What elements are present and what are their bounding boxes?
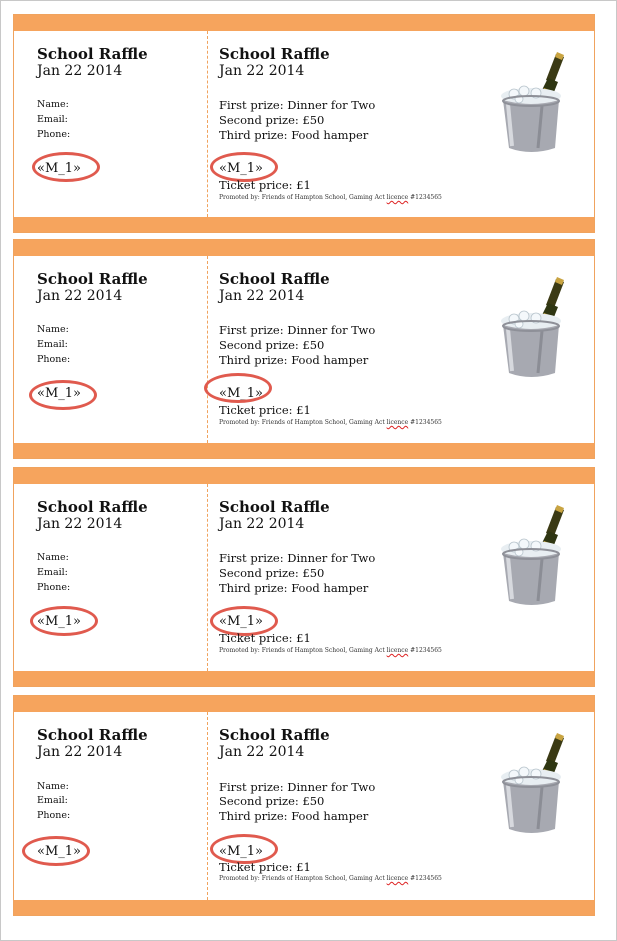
stub-name-label: Name: (37, 324, 69, 335)
stub-name-label: Name: (37, 99, 69, 110)
third-prize: Third prize: Food hamper (219, 581, 369, 595)
stub-phone-label: Phone: (37, 129, 71, 140)
ticket-highlight-oval (204, 373, 272, 403)
stub-phone-label: Phone: (37, 354, 71, 365)
ticket-title: School Raffle (219, 726, 330, 744)
promoter-line: Promoted by: Friends of Hampton School, Gaming Act licence #1234565 (219, 194, 442, 201)
ticket-merge-field[interactable]: «M_1» (219, 386, 263, 401)
stub-title: School Raffle (37, 45, 148, 63)
ticket-merge-field[interactable]: «M_1» (219, 161, 263, 176)
promoter-line: Promoted by: Friends of Hampton School, Gaming Act licence #1234565 (219, 647, 442, 654)
ticket-bottom-bar (14, 217, 594, 232)
raffle-ticket (13, 239, 595, 459)
second-prize: Second prize: £50 (219, 566, 325, 580)
ticket-date: Jan 22 2014 (219, 63, 305, 79)
champagne-bucket-icon (498, 275, 568, 385)
ticket-title: School Raffle (219, 270, 330, 288)
stub-title: School Raffle (37, 498, 148, 516)
first-prize: First prize: Dinner for Two (219, 551, 376, 565)
stub-highlight-oval (22, 836, 90, 866)
stub-phone-label: Phone: (37, 810, 71, 821)
stub-email-label: Email: (37, 114, 68, 125)
stub-name-label: Name: (37, 781, 69, 792)
stub-merge-field[interactable]: «M_1» (37, 614, 81, 629)
champagne-bucket-icon (498, 50, 568, 160)
ticket-date: Jan 22 2014 (219, 744, 305, 760)
tear-line (207, 31, 208, 217)
stub-highlight-oval (32, 152, 100, 182)
raffle-ticket (13, 695, 595, 916)
ticket-price: Ticket price: £1 (219, 403, 311, 417)
tear-line (207, 484, 208, 671)
stub-date: Jan 22 2014 (37, 63, 123, 79)
ticket-price: Ticket price: £1 (219, 631, 311, 645)
ticket-date: Jan 22 2014 (219, 288, 305, 304)
ticket-price: Ticket price: £1 (219, 860, 311, 874)
stub-merge-field[interactable]: «M_1» (37, 161, 81, 176)
ticket-merge-field[interactable]: «M_1» (219, 614, 263, 629)
second-prize: Second prize: £50 (219, 113, 325, 127)
promoter-line: Promoted by: Friends of Hampton School, Gaming Act licence #1234565 (219, 875, 442, 882)
ticket-bottom-bar (14, 443, 594, 458)
promoter-line: Promoted by: Friends of Hampton School, Gaming Act licence #1234565 (219, 419, 442, 426)
first-prize: First prize: Dinner for Two (219, 98, 376, 112)
stub-phone-label: Phone: (37, 582, 71, 593)
second-prize: Second prize: £50 (219, 794, 325, 808)
raffle-ticket (13, 14, 595, 233)
champagne-bucket-icon (498, 731, 568, 841)
ticket-top-bar (14, 696, 594, 712)
stub-name-label: Name: (37, 552, 69, 563)
second-prize: Second prize: £50 (219, 338, 325, 352)
ticket-price: Ticket price: £1 (219, 178, 311, 192)
ticket-top-bar (14, 240, 594, 256)
ticket-title: School Raffle (219, 45, 330, 63)
raffle-ticket (13, 467, 595, 687)
stub-date: Jan 22 2014 (37, 516, 123, 532)
ticket-title: School Raffle (219, 498, 330, 516)
ticket-bottom-bar (14, 671, 594, 686)
champagne-bucket-icon (498, 503, 568, 613)
tear-line (207, 712, 208, 900)
stub-date: Jan 22 2014 (37, 288, 123, 304)
stub-email-label: Email: (37, 795, 68, 806)
stub-merge-field[interactable]: «M_1» (37, 386, 81, 401)
stub-title: School Raffle (37, 726, 148, 744)
stub-date: Jan 22 2014 (37, 744, 123, 760)
ticket-date: Jan 22 2014 (219, 516, 305, 532)
stub-email-label: Email: (37, 339, 68, 350)
third-prize: Third prize: Food hamper (219, 353, 369, 367)
stub-email-label: Email: (37, 567, 68, 578)
ticket-merge-field[interactable]: «M_1» (219, 844, 263, 859)
third-prize: Third prize: Food hamper (219, 128, 369, 142)
first-prize: First prize: Dinner for Two (219, 323, 376, 337)
ticket-top-bar (14, 468, 594, 484)
first-prize: First prize: Dinner for Two (219, 780, 376, 794)
stub-merge-field[interactable]: «M_1» (37, 844, 81, 859)
tear-line (207, 256, 208, 443)
third-prize: Third prize: Food hamper (219, 809, 369, 823)
stub-highlight-oval (30, 606, 98, 636)
stub-highlight-oval (29, 380, 97, 410)
stub-title: School Raffle (37, 270, 148, 288)
ticket-top-bar (14, 15, 594, 31)
ticket-bottom-bar (14, 900, 594, 915)
